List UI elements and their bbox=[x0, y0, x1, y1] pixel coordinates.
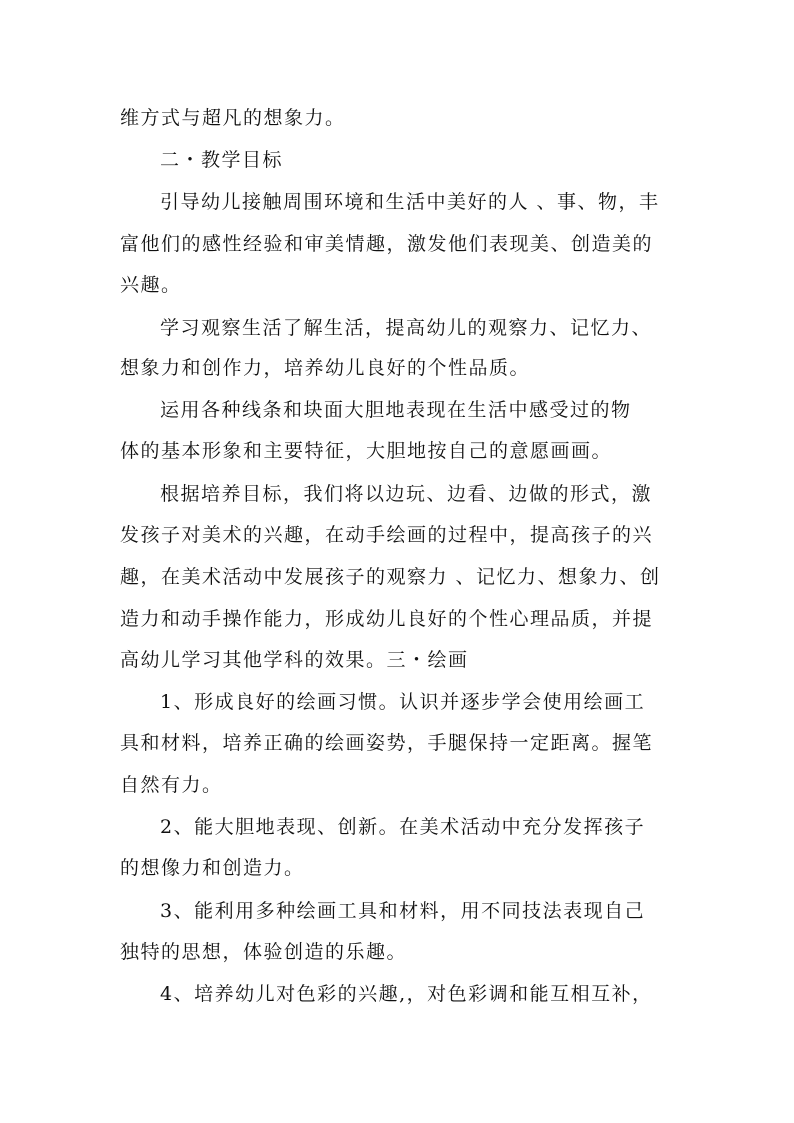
text-line: 具和材料，培养正确的绘画姿势，手腿保持一定距离。握笔 bbox=[120, 732, 654, 754]
text-line: 富他们的感性经验和审美情趣，激发他们表现美、创造美的 bbox=[120, 233, 654, 255]
text-line: 维方式与超凡的想象力。 bbox=[120, 107, 346, 129]
text-line: 想象力和创作力，培养幼儿良好的个性品质。 bbox=[120, 357, 531, 379]
text-line: 造力和动手操作能力，形成幼儿良好的个性心理品质，并提 bbox=[120, 608, 654, 630]
text-line: 高幼儿学习其他学科的效果。三・绘画 bbox=[120, 649, 469, 671]
text-line: 的想像力和创造力。 bbox=[120, 857, 305, 879]
list-item-line: 4、培养幼儿对色彩的兴趣,，对色彩调和能互相互补， bbox=[160, 983, 653, 1005]
text-line: 引导幼儿接触周围环境和生活中美好的人 、事、物，丰 bbox=[160, 191, 660, 213]
text-line: 学习观察生活了解生活，提高幼儿的观察力、记忆力、 bbox=[160, 317, 653, 339]
text-line: 根据培养目标，我们将以边玩、边看、边做的形式，激 bbox=[160, 483, 653, 505]
list-item-line: 2、能大胆地表现、创新。在美术活动中充分发挥孩子 bbox=[160, 816, 646, 838]
list-item-line: 1、形成良好的绘画习惯。认识并逐步学会使用绘画工 bbox=[160, 691, 646, 713]
section-heading: 二・教学目标 bbox=[160, 149, 284, 171]
text-line: 独特的思想，体验创造的乐趣。 bbox=[120, 941, 408, 963]
text-line: 兴趣。 bbox=[120, 274, 182, 296]
text-line: 发孩子对美术的兴趣，在动手绘画的过程中，提高孩子的兴 bbox=[120, 524, 654, 546]
text-line: 自然有力。 bbox=[120, 774, 223, 796]
text-line: 运用各种线条和块面大胆地表现在生活中感受过的物 bbox=[160, 399, 632, 421]
text-line: 趣，在美术活动中发展孩子的观察力 、记忆力、想象力、创 bbox=[120, 566, 661, 588]
text-line: 体的基本形象和主要特征，大胆地按自己的意愿画画。 bbox=[120, 440, 613, 462]
list-item-line: 3、能利用多种绘画工具和材料，用不同技法表现自己 bbox=[160, 900, 646, 922]
